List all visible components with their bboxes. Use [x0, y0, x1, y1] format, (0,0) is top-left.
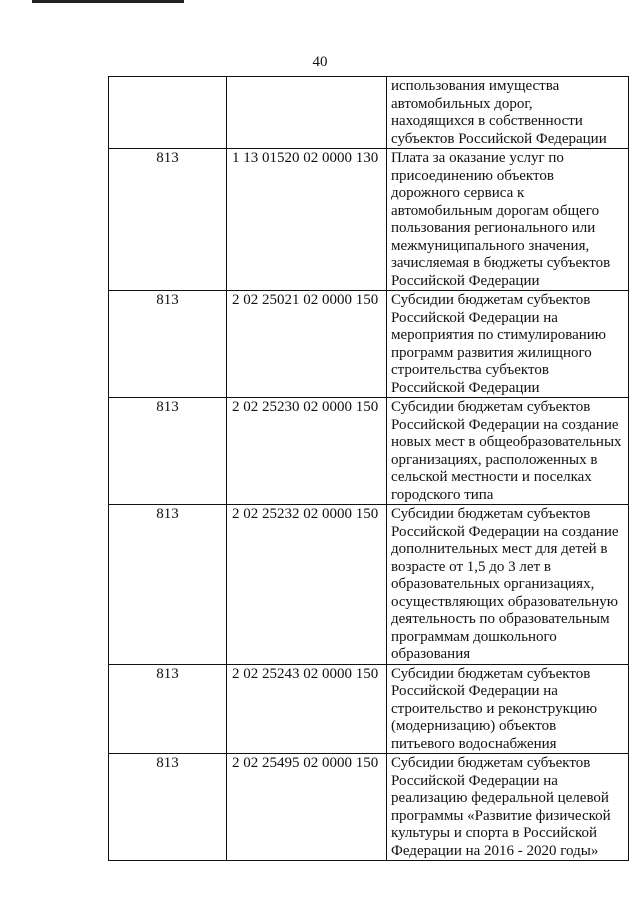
table-row: [109, 149, 629, 291]
description-line: возрасте от 1,5 до 3 лет в: [391, 558, 551, 575]
budget-classification-code-cell: 2 02 25495 02 0000 150: [227, 754, 387, 861]
admin-code-cell: 813: [109, 754, 227, 861]
description-line: Российской Федерации на: [391, 309, 558, 326]
table-row: [109, 398, 629, 505]
admin-code-cell: [109, 77, 227, 149]
description-line: Субсидии бюджетам субъектов: [391, 755, 591, 771]
description-line: Субсидии бюджетам субъектов: [391, 292, 591, 308]
revenue-description-cell: [387, 505, 629, 665]
table-row: [109, 664, 629, 754]
description-line: Федерации на 2016 - 2020 годы»: [391, 842, 599, 859]
revenue-description-cell: [387, 291, 629, 398]
table-body: [109, 77, 629, 861]
description-line: образования: [391, 646, 471, 662]
description-line: программы «Развитие физической: [391, 807, 611, 824]
description-line: дополнительных мест для детей в: [391, 541, 608, 557]
description-line: программ развития жилищного: [391, 344, 592, 361]
description-line: Российской Федерации: [391, 272, 540, 289]
description-line: питьевого водоснабжения: [391, 735, 557, 752]
description-line: строительство и реконструкцию: [391, 700, 598, 717]
description-line: Российской Федерации на создание: [391, 523, 619, 540]
description-line: Субсидии бюджетам субъектов: [391, 665, 591, 682]
budget-classification-code-cell: 2 02 25232 02 0000 150: [227, 505, 387, 665]
description-line: мероприятия по стимулированию: [391, 327, 607, 343]
budget-classification-code-cell: 2 02 25243 02 0000 150: [227, 664, 387, 754]
description-line: Российской Федерации: [391, 379, 540, 396]
table-row: [109, 77, 629, 149]
table-row: [109, 505, 629, 665]
revenue-description-cell: [387, 398, 629, 505]
description-line: Российской Федерации на: [391, 772, 558, 789]
table-row: [109, 754, 629, 861]
description-line: субъектов Российской Федерации: [391, 130, 607, 147]
revenue-description-cell: [387, 754, 629, 861]
admin-code-cell: 813: [109, 398, 227, 505]
description-line: осуществляющих образовательную: [391, 593, 618, 610]
description-line: новых мест в общеобразовательных: [391, 434, 622, 450]
description-line: реализацию федеральной целевой: [391, 790, 609, 806]
description-line: Плата за оказание услуг по: [391, 150, 564, 166]
description-line: Субсидии бюджетам субъектов: [391, 506, 591, 522]
page-number: 40: [312, 54, 328, 70]
description-line: Российской Федерации на создание: [391, 416, 619, 433]
description-line: пользования регионального или: [391, 220, 596, 236]
description-line: программам дошкольного: [391, 628, 557, 645]
description-line: дорожного сервиса к: [391, 185, 525, 201]
revenue-description-cell: [387, 664, 629, 754]
description-line: городского типа: [391, 486, 494, 503]
admin-code-cell: 813: [109, 505, 227, 665]
description-line: использования имущества: [391, 78, 560, 94]
admin-code-cell: 813: [109, 149, 227, 291]
description-line: автомобильных дорог,: [391, 95, 533, 112]
description-line: зачисляемая в бюджеты субъектов: [391, 255, 611, 271]
admin-code-cell: 813: [109, 664, 227, 754]
description-line: образовательных организациях,: [391, 576, 595, 592]
description-line: деятельность по образовательным: [391, 611, 610, 627]
description-line: сельской местности и поселках: [391, 469, 592, 485]
budget-classification-code-cell: 2 02 25021 02 0000 150: [227, 291, 387, 398]
description-line: строительства субъектов: [391, 362, 549, 378]
budget-classification-code-cell: [227, 77, 387, 149]
admin-code-cell: 813: [109, 291, 227, 398]
description-line: автомобильным дорогам общего: [391, 202, 600, 219]
description-line: (модернизацию) объектов: [391, 718, 557, 734]
description-line: культуры и спорта в Российской: [391, 825, 598, 841]
revenue-description-cell: [387, 77, 629, 149]
description-line: организациях, расположенных в: [391, 451, 598, 468]
description-line: межмуниципального значения,: [391, 237, 590, 254]
description-line: Субсидии бюджетам субъектов: [391, 399, 591, 415]
revenue-description-cell: [387, 149, 629, 291]
revenue-codes-table: [108, 76, 629, 861]
description-line: находящихся в собственности: [391, 113, 583, 129]
budget-classification-code-cell: 1 13 01520 02 0000 130: [227, 149, 387, 291]
description-line: Российской Федерации на: [391, 683, 558, 699]
table-row: [109, 291, 629, 398]
scan-edge-mark: [32, 0, 184, 3]
budget-classification-code-cell: 2 02 25230 02 0000 150: [227, 398, 387, 505]
description-line: присоединению объектов: [391, 167, 554, 184]
